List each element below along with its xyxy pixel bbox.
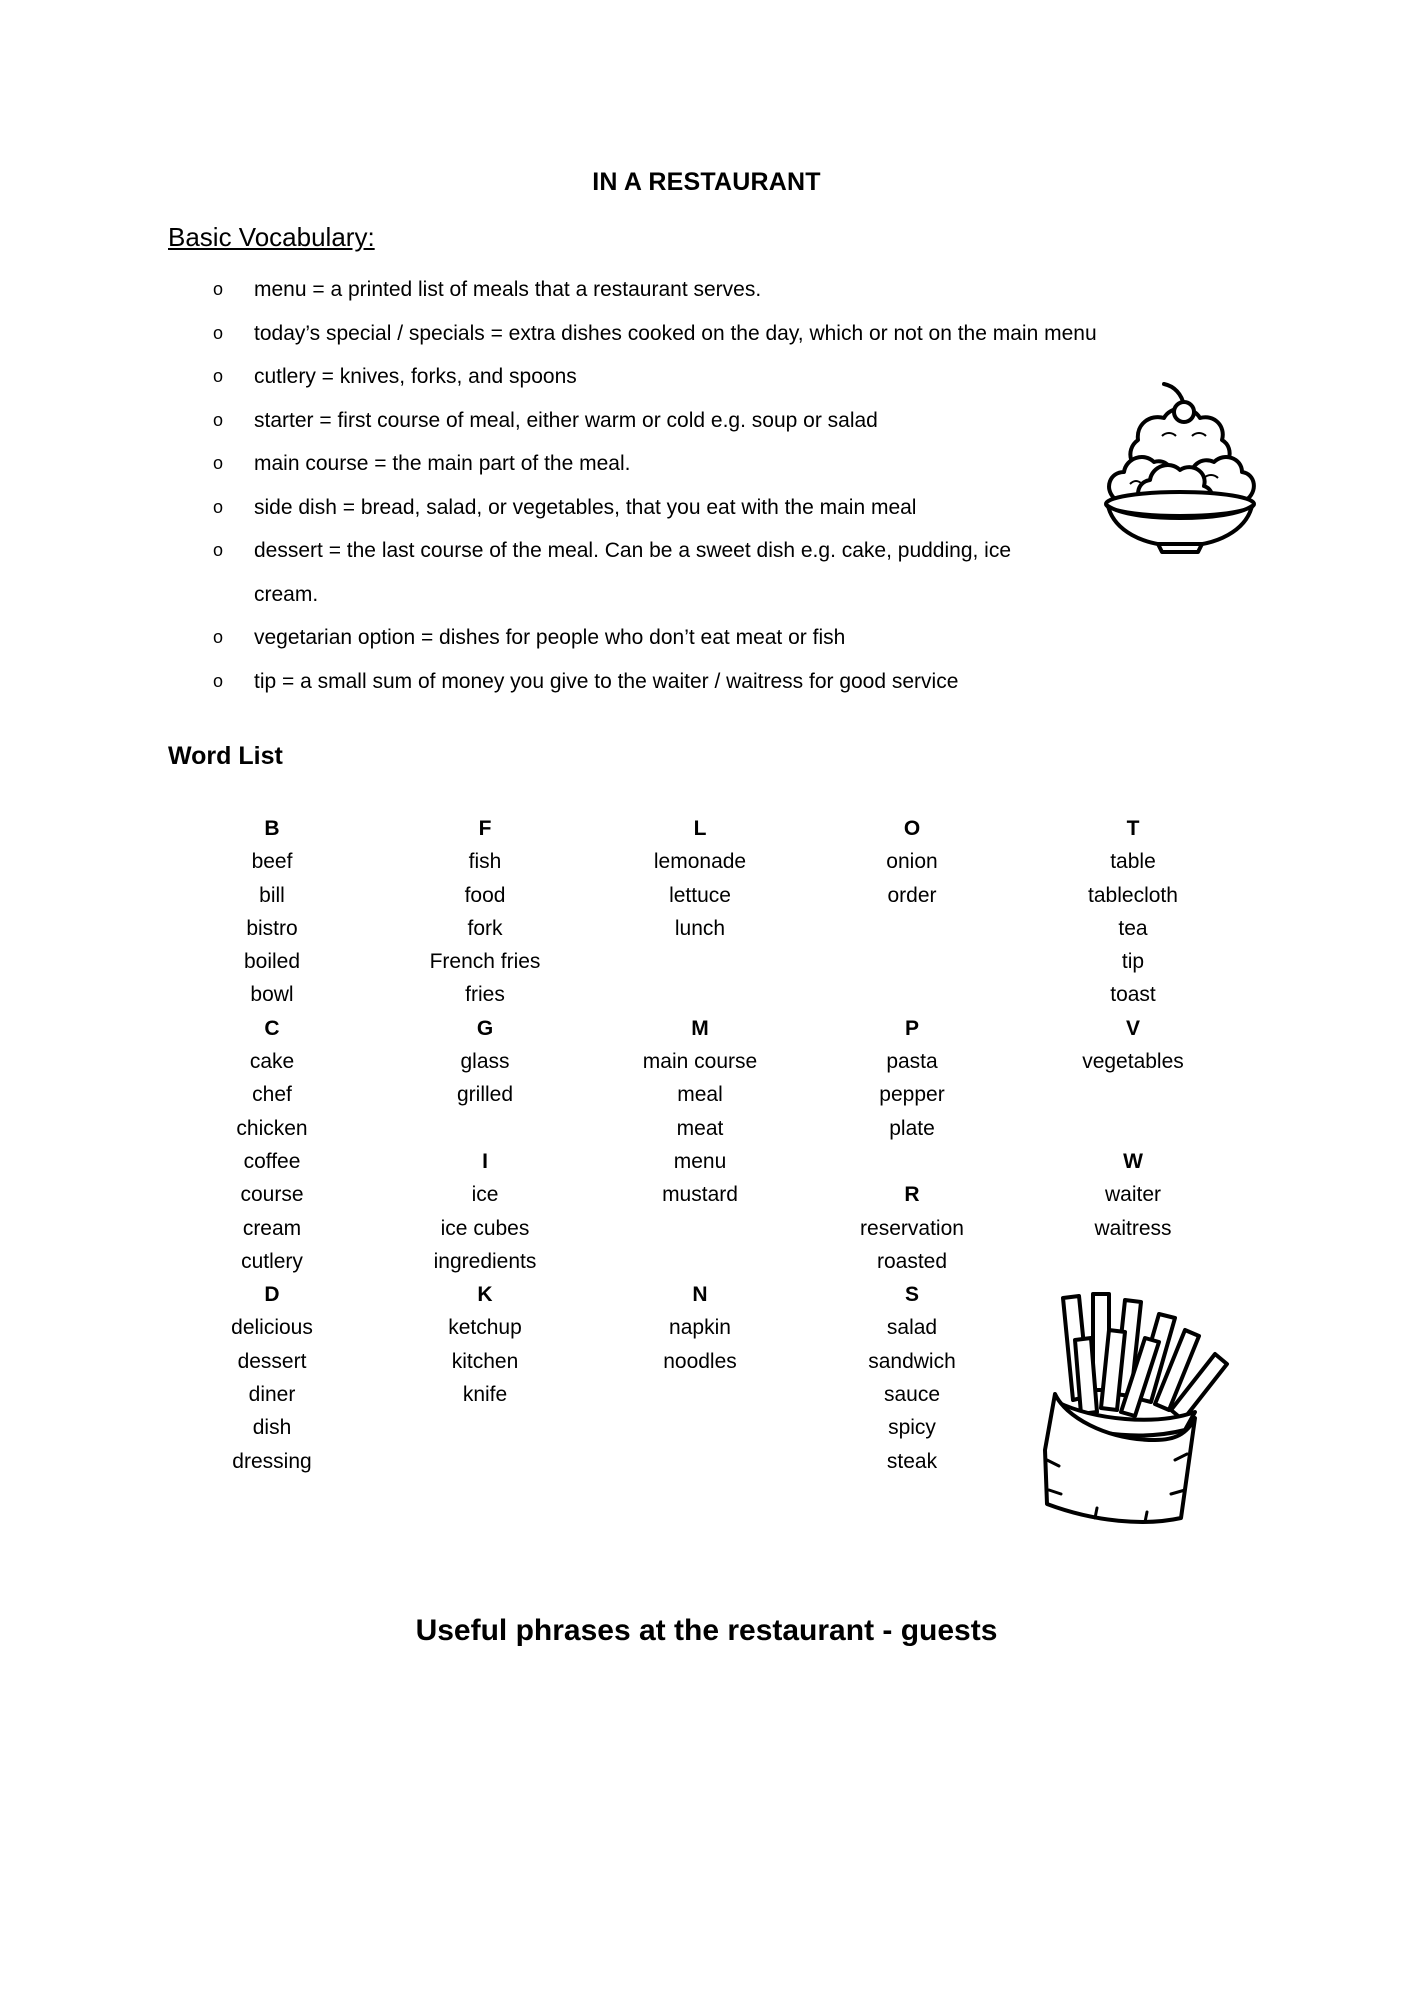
bullet-icon: o xyxy=(213,627,224,647)
word-entry: vegetables xyxy=(1082,1050,1184,1074)
word-entry: table xyxy=(1110,850,1156,874)
page-title: IN A RESTAURANT xyxy=(592,168,821,196)
word-entry: spicy xyxy=(888,1416,936,1440)
list-item xyxy=(168,268,1148,312)
vocab-definition: vegetarian option = dishes for people who don’t eat meat or fish xyxy=(254,626,846,649)
empty-cell xyxy=(590,1245,810,1278)
letter-heading: O xyxy=(903,817,921,840)
letter-heading: K xyxy=(477,1283,493,1307)
vocab-definition: tip = a small sum of money you give to the waiter / waitress for good service xyxy=(254,669,959,693)
list-item xyxy=(168,399,1148,443)
word-entry: order xyxy=(887,883,937,907)
word-entry: sauce xyxy=(883,1383,941,1407)
word-entry: pasta xyxy=(886,1050,938,1074)
word-entry: course xyxy=(240,1183,304,1207)
word-entry: ketchup xyxy=(448,1316,522,1340)
word-entry: glass xyxy=(460,1050,510,1074)
empty-cell xyxy=(1023,1078,1243,1111)
word-entry: diner xyxy=(248,1383,296,1407)
word-entry: tip xyxy=(1121,950,1145,974)
bullet-icon: o xyxy=(213,453,224,473)
bullet-icon: o xyxy=(213,322,224,343)
french-fries-icon xyxy=(1035,1290,1250,1530)
useful-phrases-heading: Useful phrases at the restaurant - guests xyxy=(415,1614,998,1647)
word-entry: boiled xyxy=(243,950,301,974)
word-entry: dessert xyxy=(237,1349,307,1373)
word-entry: steak xyxy=(886,1449,938,1473)
list-item xyxy=(168,355,1148,399)
empty-cell xyxy=(1023,1245,1243,1278)
vocab-definition: main course = the main part of the meal. xyxy=(254,452,631,475)
word-list-column xyxy=(802,812,1022,1478)
empty-cell xyxy=(802,978,1022,1011)
empty-cell xyxy=(802,945,1022,978)
word-entry: cutlery xyxy=(241,1249,303,1273)
word-entry: pepper xyxy=(879,1083,945,1107)
bullet-icon: o xyxy=(213,496,224,517)
word-entry: beef xyxy=(251,850,293,874)
empty-cell xyxy=(375,1445,595,1478)
word-entry: toast xyxy=(1110,983,1156,1007)
vocab-definition: menu = a printed list of meals that a restaurant serves. xyxy=(254,278,762,301)
vocabulary-list xyxy=(168,268,1148,703)
word-entry: waitress xyxy=(1094,1216,1172,1240)
word-entry: sandwich xyxy=(868,1349,956,1373)
word-entry: knife xyxy=(462,1383,508,1407)
empty-cell xyxy=(590,1212,810,1245)
letter-heading: W xyxy=(1123,1149,1143,1173)
word-entry: chicken xyxy=(236,1116,308,1140)
word-entry: chef xyxy=(252,1083,292,1107)
word-entry: kitchen xyxy=(451,1349,519,1373)
word-list-column xyxy=(590,812,810,1478)
word-entry: meal xyxy=(677,1083,723,1107)
list-item xyxy=(168,616,1148,660)
word-list-heading: Word List xyxy=(168,742,283,770)
letter-heading: V xyxy=(1125,1016,1140,1040)
word-entry: cream xyxy=(242,1216,302,1240)
vocab-definition: cutlery = knives, forks, and spoons xyxy=(254,365,577,388)
word-entry: fork xyxy=(467,916,503,940)
word-entry: roasted xyxy=(876,1249,948,1273)
empty-cell xyxy=(590,1411,810,1444)
list-item xyxy=(168,486,1148,530)
empty-cell xyxy=(802,1145,1022,1178)
letter-heading: I xyxy=(482,1149,488,1173)
bullet-icon: o xyxy=(213,279,224,299)
word-entry: bistro xyxy=(246,916,298,940)
letter-heading: G xyxy=(476,1016,494,1040)
word-entry: fish xyxy=(468,850,502,874)
empty-cell xyxy=(590,1378,810,1411)
word-entry: mustard xyxy=(662,1183,738,1207)
word-entry: onion xyxy=(886,850,938,874)
ice-cream-sundae-icon xyxy=(1100,380,1260,555)
empty-cell xyxy=(375,1112,595,1145)
bullet-icon: o xyxy=(213,670,224,691)
vocab-definition: starter = first course of meal, either warm or cold e.g. soup or salad xyxy=(254,408,878,432)
letter-heading: F xyxy=(478,817,492,840)
vocab-definition: today’s special / specials = extra dishes cooked on the day, which or not on the main menu xyxy=(254,321,1097,345)
basic-vocabulary-heading: Basic Vocabulary: xyxy=(168,222,375,252)
word-entry: menu xyxy=(673,1149,727,1173)
word-entry: delicious xyxy=(231,1316,313,1340)
word-entry: ice xyxy=(471,1183,499,1207)
word-entry: grilled xyxy=(456,1083,514,1107)
word-entry: noodles xyxy=(663,1349,737,1373)
bullet-icon: o xyxy=(213,540,224,560)
letter-heading: D xyxy=(264,1283,280,1307)
list-item xyxy=(168,312,1148,356)
list-item xyxy=(168,442,1148,486)
word-entry: main course xyxy=(642,1050,758,1074)
letter-heading: C xyxy=(264,1016,280,1040)
letter-heading: T xyxy=(1126,817,1140,840)
word-entry: ice cubes xyxy=(440,1216,530,1240)
word-entry: meat xyxy=(676,1116,724,1140)
word-entry: tablecloth xyxy=(1088,883,1178,907)
bullet-icon: o xyxy=(213,409,224,430)
letter-heading: P xyxy=(904,1016,919,1040)
vocab-definition: dessert = the last course of the meal. Can be a sweet dish e.g. cake, pudding, ice xyxy=(254,539,1012,562)
letter-heading: L xyxy=(693,817,707,840)
word-entry: food xyxy=(464,883,506,907)
word-entry: bowl xyxy=(250,983,294,1007)
letter-heading: B xyxy=(264,817,280,840)
word-list-column xyxy=(162,812,382,1478)
word-entry: tea xyxy=(1118,916,1148,940)
bullet-icon: o xyxy=(213,366,224,386)
letter-heading: S xyxy=(904,1283,919,1307)
word-entry: reservation xyxy=(860,1216,964,1240)
letter-heading: N xyxy=(692,1283,708,1307)
empty-cell xyxy=(375,1411,595,1444)
empty-cell xyxy=(802,912,1022,945)
word-entry: dressing xyxy=(232,1449,312,1473)
word-entry: French fries xyxy=(429,950,541,974)
word-entry: lunch xyxy=(674,916,726,940)
empty-cell xyxy=(590,978,810,1011)
word-entry: bill xyxy=(259,883,285,907)
word-entry: lettuce xyxy=(669,883,731,907)
letter-heading: R xyxy=(904,1183,920,1207)
word-entry: plate xyxy=(889,1116,935,1140)
empty-cell xyxy=(1023,1112,1243,1145)
empty-cell xyxy=(590,1445,810,1478)
empty-cell xyxy=(590,945,810,978)
word-entry: napkin xyxy=(669,1316,731,1340)
vocab-definition: side dish = bread, salad, or vegetables, that you eat with the main meal xyxy=(254,495,917,519)
word-entry: salad xyxy=(886,1316,938,1340)
word-list-column xyxy=(375,812,595,1478)
letter-heading: M xyxy=(691,1016,709,1040)
word-entry: ingredients xyxy=(433,1249,537,1273)
vocab-definition-continued: cream. xyxy=(254,582,319,606)
word-entry: dish xyxy=(252,1416,292,1440)
word-entry: coffee xyxy=(243,1149,301,1173)
word-entry: cake xyxy=(249,1050,295,1074)
word-entry: fries xyxy=(465,983,505,1007)
word-entry: waiter xyxy=(1104,1183,1162,1207)
word-entry: lemonade xyxy=(653,850,747,874)
list-item xyxy=(168,529,1148,616)
list-item xyxy=(168,660,1148,704)
